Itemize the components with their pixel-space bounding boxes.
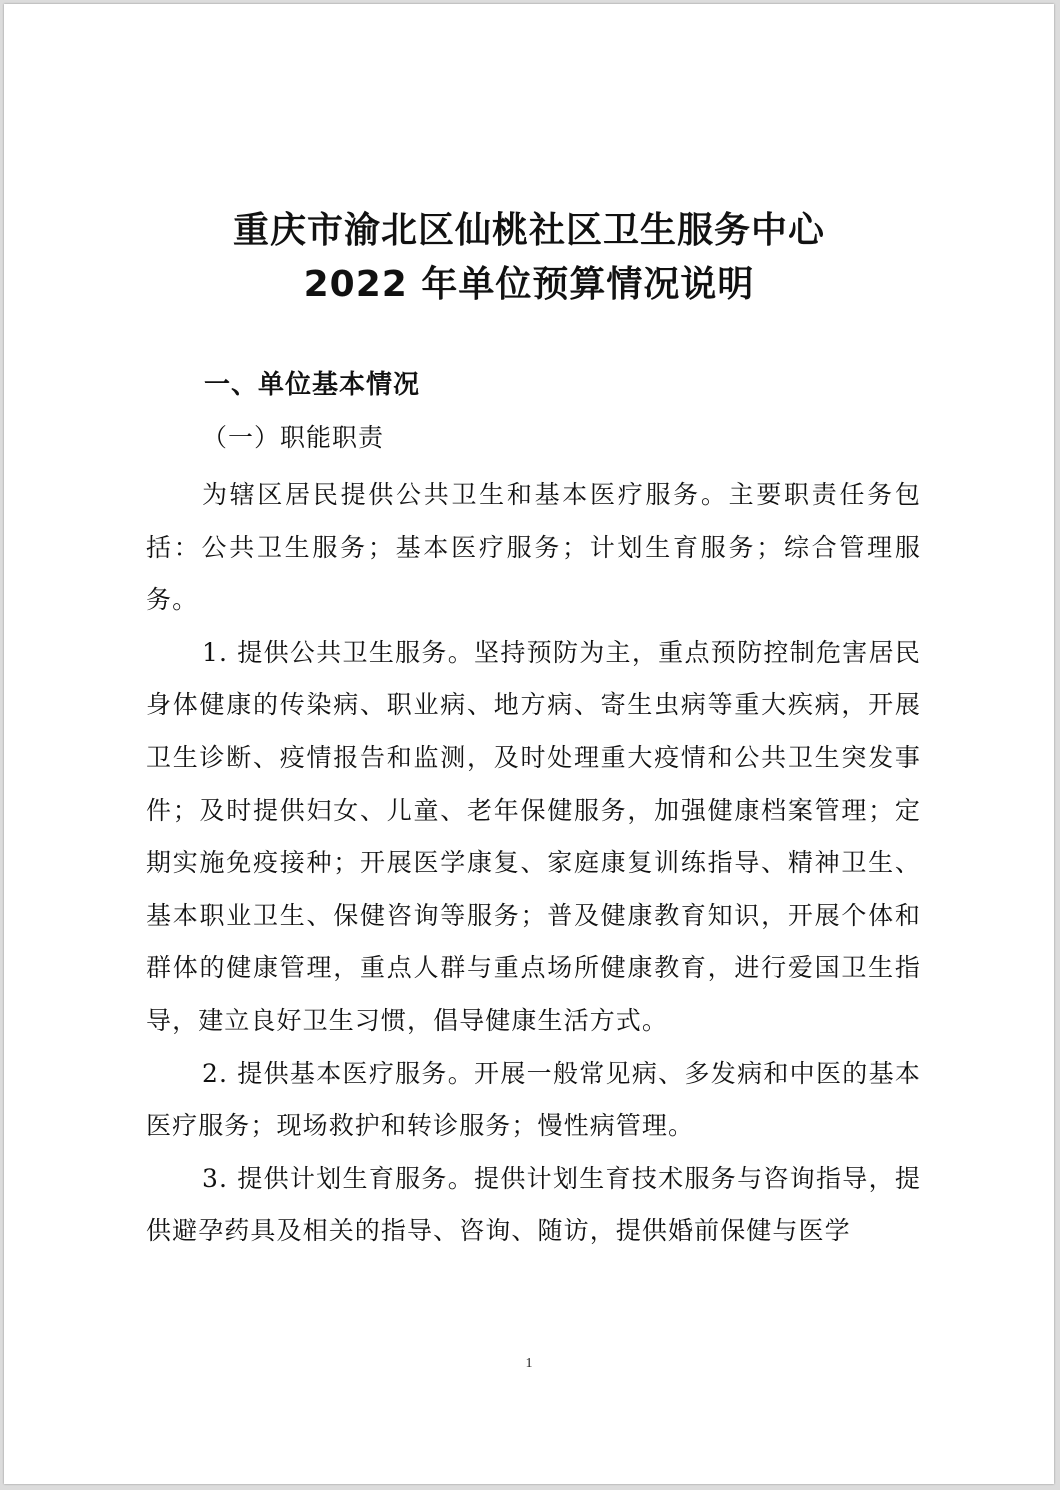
document-title-line2: 2022 年单位预算情况说明 — [303, 264, 755, 305]
paragraph-medical-service: 2. 提供基本医疗服务。开展一般常见病、多发病和中医的基本医疗服务；现场救护和转诊服务；慢性病管理。 — [146, 1058, 921, 1141]
section-heading: 一、单位基本情况 — [204, 370, 421, 400]
paragraph-family-planning: 3. 提供计划生育服务。提供计划生育技术服务与咨询指导，提供避孕药具及相关的指导、咨询、随访，提供婚前保健与医学 — [146, 1163, 921, 1246]
subsection-heading: （一）职能职责 — [202, 423, 385, 452]
page-number: 1 — [525, 1356, 533, 1371]
body-text — [146, 469, 921, 1258]
document-page — [4, 4, 1054, 1484]
document-title-line1: 重庆市渝北区仙桃社区卫生服务中心 — [232, 210, 825, 251]
paragraph-public-health: 1. 提供公共卫生服务。坚持预防为主，重点预防控制危害居民身体健康的传染病、职业病、地方病、寄生虫病等重大疾病，开展卫生诊断、疫情报告和监测，及时处理重大疫情和公共卫生突发事件；及时提供妇女、儿童、老年保健服务，加强健康档案管理；定期实施免疫接种；开展医学康复、家庭康复训练指导、精神卫生、基本职业卫生、保健咨询等服务；普及健康教育知识，开展个体和群体的健康管理，重点人群与重点场所健康教育，进行爱国卫生指导，建立良好卫生习惯，倡导健康生活方式。 — [146, 637, 921, 1035]
paragraph-duties-intro: 为辖区居民提供公共卫生和基本医疗服务。主要职责任务包括：公共卫生服务；基本医疗服务；计划生育服务；综合管理服务。 — [146, 480, 921, 615]
